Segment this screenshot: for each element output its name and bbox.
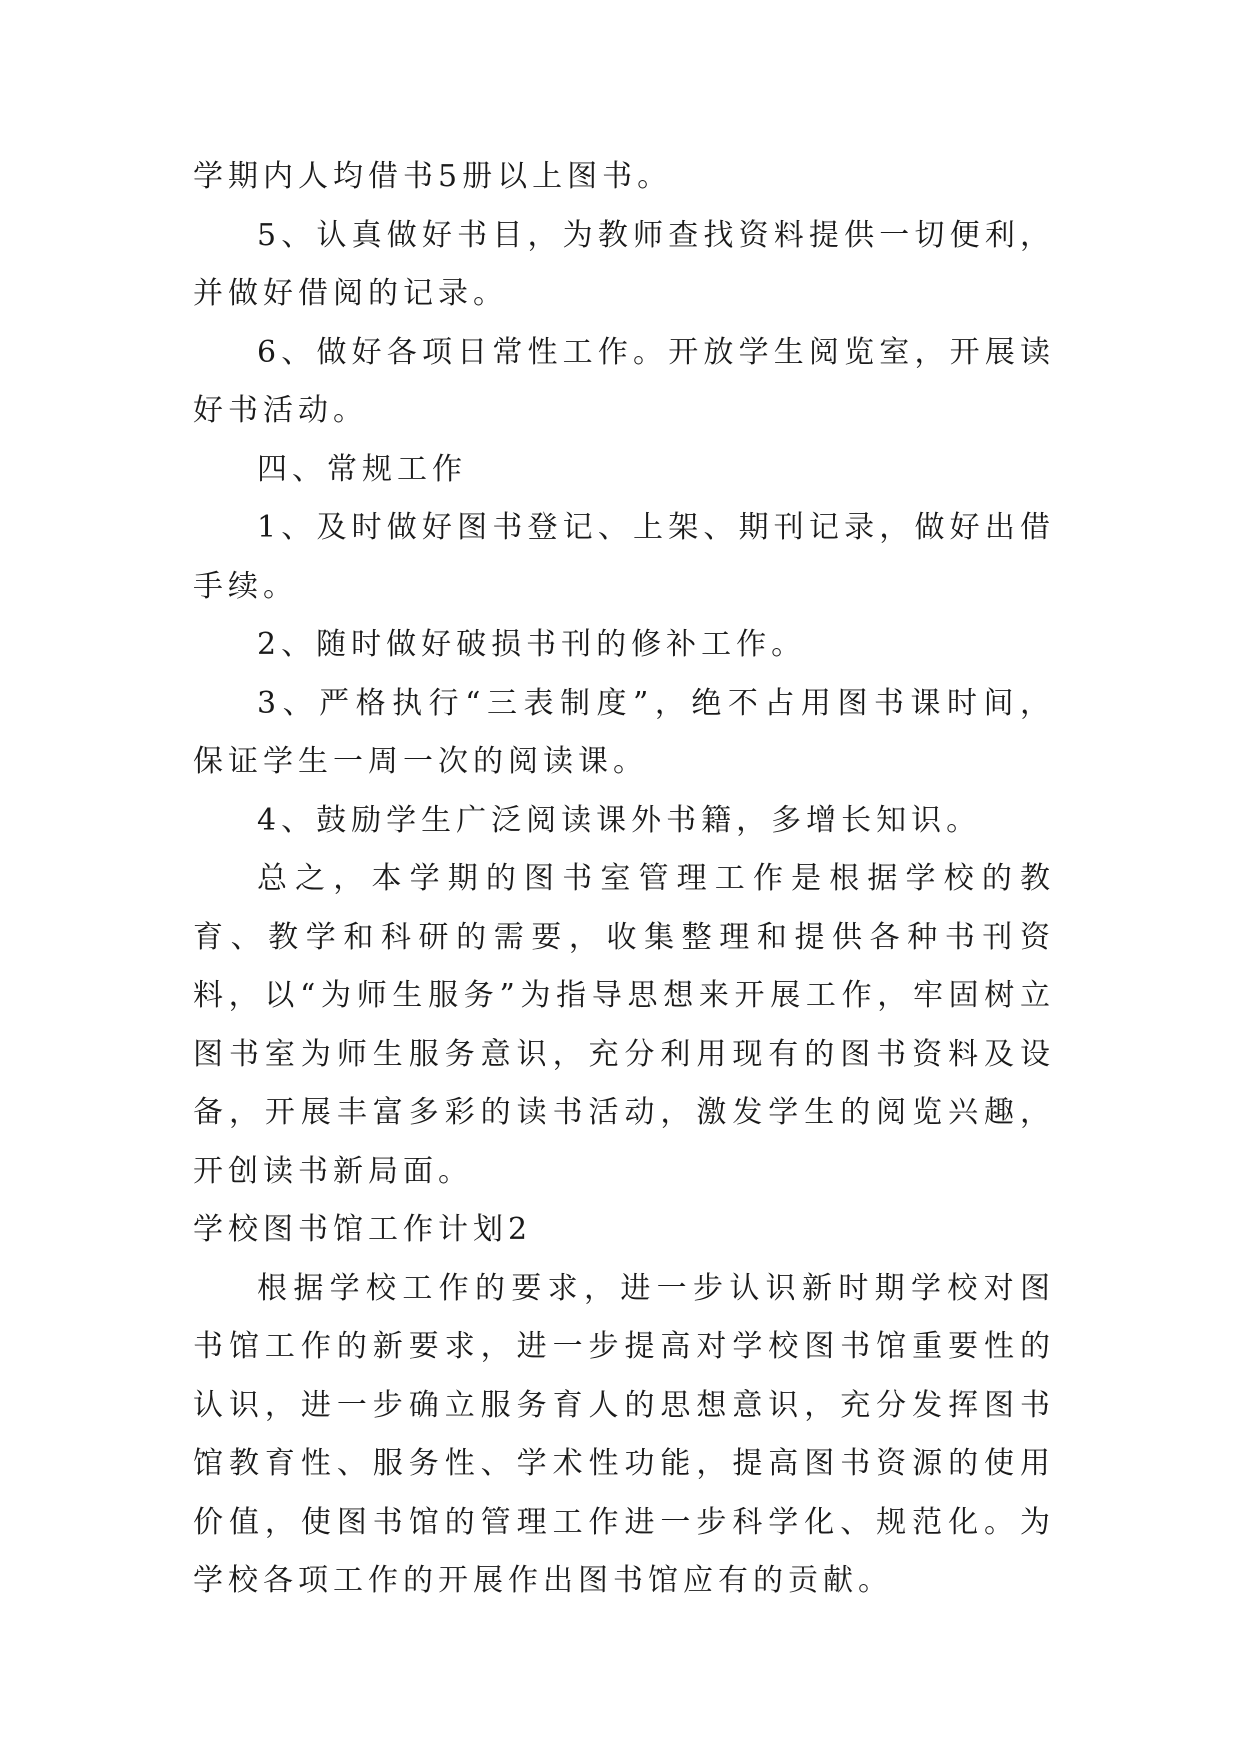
paragraph-routine-2: 2、随时做好破损书刊的修补工作。 xyxy=(257,627,807,662)
paragraph-continuation: 学期内人均借书5册以上图书。 xyxy=(193,159,673,194)
section-heading-routine-work: 四、常规工作 xyxy=(257,451,467,487)
paragraph-routine-4: 4、鼓励学生广泛阅读课外书籍，多增长知识。 xyxy=(257,802,982,838)
paragraph-item-5: 5、认真做好书目，为教师查找资料提供一切便利，并做好借阅的记录。 xyxy=(193,217,1055,311)
document-body xyxy=(193,148,1055,1611)
paragraph-item-6: 6、做好各项日常性工作。开放学生阅览室，开展读好书活动。 xyxy=(193,334,1055,428)
document-title-plan-2: 学校图书馆工作计划2 xyxy=(193,1212,533,1247)
paragraph-plan-2-intro: 根据学校工作的要求，进一步认识新时期学校对图书馆工作的新要求，进一步提高对学校图书馆重要性的认识，进一步确立服务育人的思想意识，充分发挥图书馆教育性、服务性、学术性功能，提高图书资源的使用价值，使图书馆的管理工作进一步科学化、规范化。为学校各项工作的开展作出图书馆应有的贡献。 xyxy=(193,1270,1055,1598)
paragraph-routine-3: 3、严格执行“三表制度”，绝不占用图书课时间，保证学生一周一次的阅读课。 xyxy=(193,685,1055,779)
paragraph-routine-1: 1、及时做好图书登记、上架、期刊记录，做好出借手续。 xyxy=(193,510,1055,604)
paragraph-summary: 总之，本学期的图书室管理工作是根据学校的教育、教学和科研的需要，收集整理和提供各种书刊资料，以“为师生服务”为指导思想来开展工作，牢固树立图书室为师生服务意识，充分利用现有的图书资料及设备，开展丰富多彩的读书活动，激发学生的阅览兴趣，开创读书新局面。 xyxy=(193,861,1055,1189)
